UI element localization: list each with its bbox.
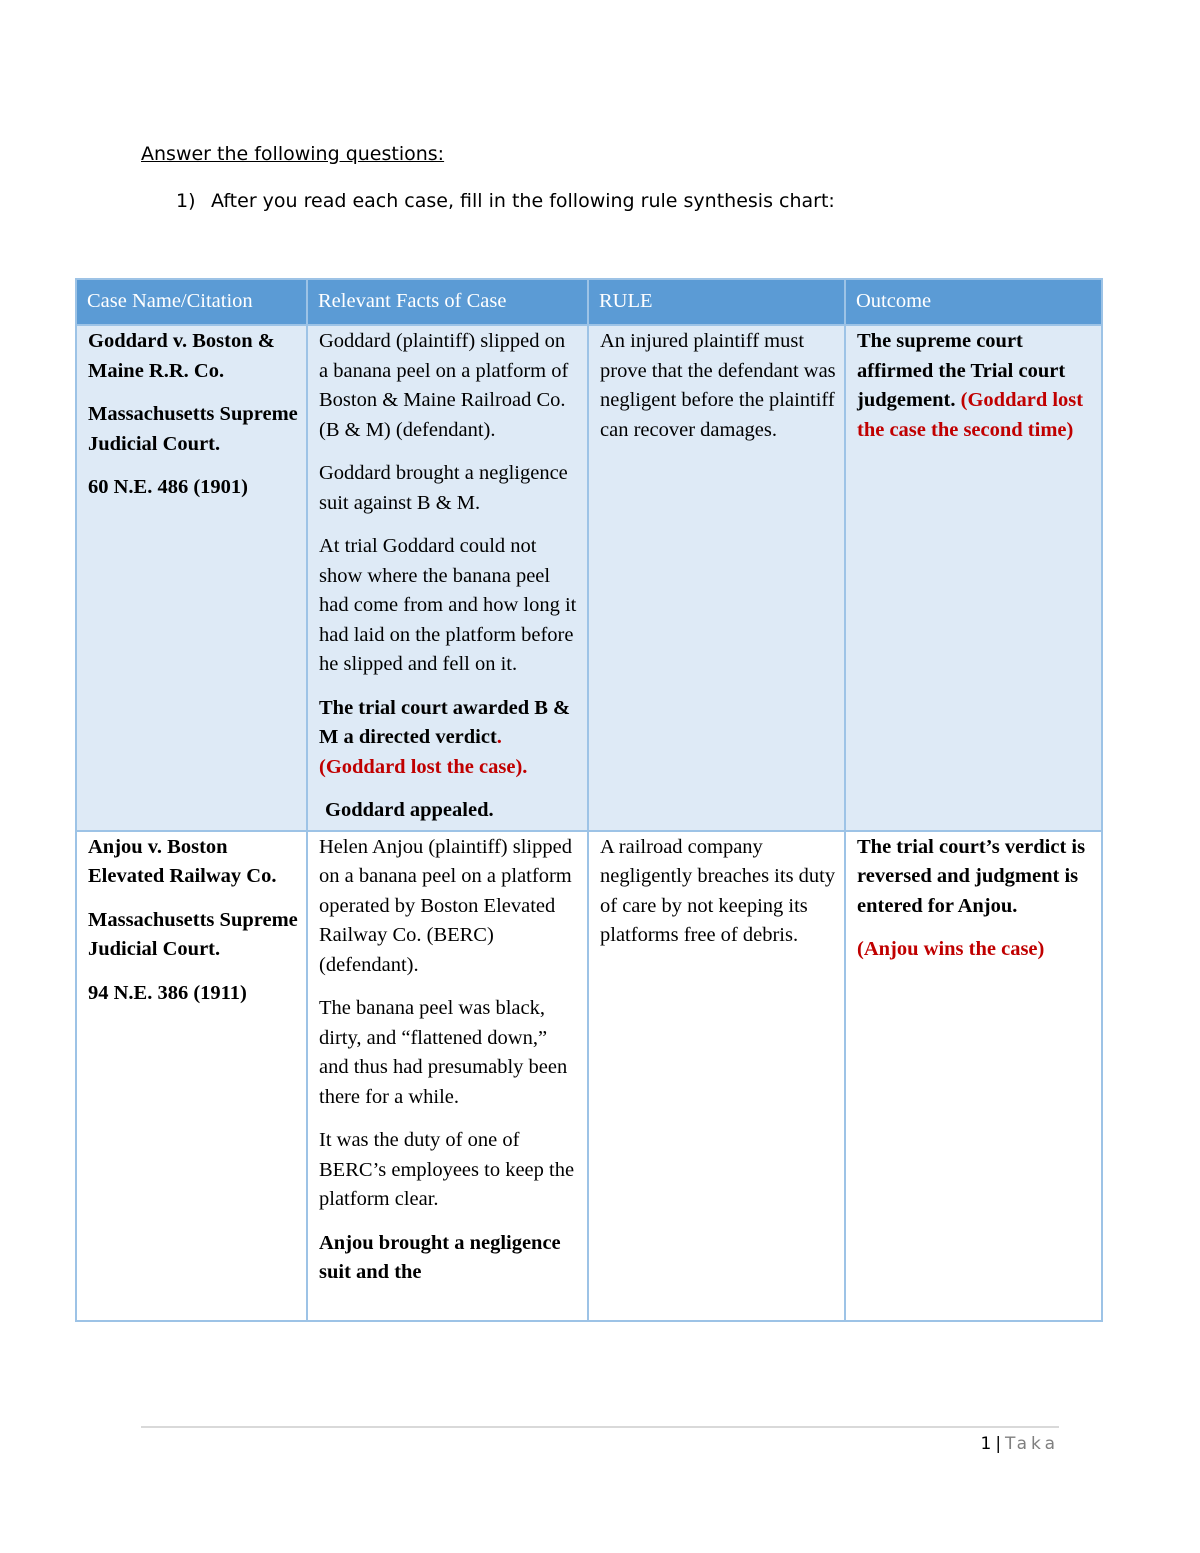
outcome-note: (Goddard lost the case the second time) [857, 389, 1084, 441]
fact-text: The banana peel was black, dirty, and “flattened down,” and thus had presumably been there for a while. [319, 997, 568, 1108]
facts-cell [307, 325, 588, 831]
header-rule: RULE [588, 279, 845, 325]
fact-verdict-period: . [496, 726, 502, 748]
table-row [76, 831, 1102, 1321]
rule-cell [588, 831, 845, 1321]
fact-verdict-note: (Goddard lost the case). [319, 755, 528, 778]
question-1 [176, 190, 835, 212]
case-court: Massachusetts Supreme Judicial Court. [88, 908, 298, 960]
facts-cell [307, 831, 588, 1321]
rule-cell [588, 325, 845, 831]
fact-text: Goddard (plaintiff) slipped on a banana peel on a platform of Boston & Maine Railroad Co. (B & M) (defendant). [319, 330, 569, 441]
case-name: Anjou v. Boston Elevated Railway Co. [88, 835, 277, 887]
footer-separator: | [995, 1434, 1002, 1454]
page-heading: Answer the following questions: [141, 143, 445, 165]
header-row [76, 279, 1102, 325]
rule-synthesis-chart [75, 278, 1103, 1322]
header-facts: Relevant Facts of Case [307, 279, 588, 325]
fact-text: Helen Anjou (plaintiff) slipped on a banana peel on a platform operated by Boston Elevated Railway Co. (BERC) (defendant). [319, 835, 572, 976]
fact-verdict: Anjou brought a negligence suit and the [319, 1231, 561, 1283]
case-citation: 60 N.E. 486 (1901) [88, 476, 249, 498]
outcome-cell [845, 831, 1102, 1321]
footer-author: Taka [1005, 1434, 1059, 1454]
outcome-cell [845, 325, 1102, 831]
outcome-text [857, 327, 1093, 445]
header-outcome: Outcome [845, 279, 1102, 325]
table-row [76, 325, 1102, 831]
footer-divider [141, 1426, 1059, 1428]
page-footer [980, 1434, 1059, 1454]
case-cell [76, 325, 307, 831]
question-number: 1) [176, 190, 196, 212]
outcome-note: (Anjou wins the case) [857, 938, 1045, 960]
fact-verdict [319, 694, 579, 783]
case-name: Goddard v. Boston & Maine R.R. Co. [88, 330, 275, 382]
question-text: After you read each case, fill in the following rule synthesis chart: [211, 190, 835, 212]
outcome-main: The supreme court affirmed the Trial court judgement. [857, 330, 1066, 411]
rule-text: An injured plaintiff must prove that the defendant was negligent before the plaintiff can recover damages. [600, 330, 836, 441]
case-cell [76, 831, 307, 1321]
rule-text: A railroad company negligently breaches its duty of care by not keeping its platforms free of debris. [600, 835, 836, 946]
fact-verdict-text: The trial court awarded B & M a directed verdict [319, 696, 571, 748]
outcome-main: The trial court’s verdict is reversed and judgment is entered for Anjou. [857, 835, 1086, 917]
header-case-name: Case Name/Citation [76, 279, 307, 325]
fact-text: At trial Goddard could not show where the banana peel had come from and how long it had laid on the platform before he slipped and fell on it. [319, 535, 577, 675]
fact-appeal: Goddard appealed. [325, 799, 494, 821]
case-court: Massachusetts Supreme Judicial Court. [88, 403, 298, 455]
fact-text: It was the duty of one of BERC’s employees to keep the platform clear. [319, 1129, 575, 1210]
case-citation: 94 N.E. 386 (1911) [88, 981, 247, 1004]
page-number: 1 [980, 1434, 992, 1454]
fact-text: Goddard brought a negligence suit against B & M. [319, 462, 568, 514]
